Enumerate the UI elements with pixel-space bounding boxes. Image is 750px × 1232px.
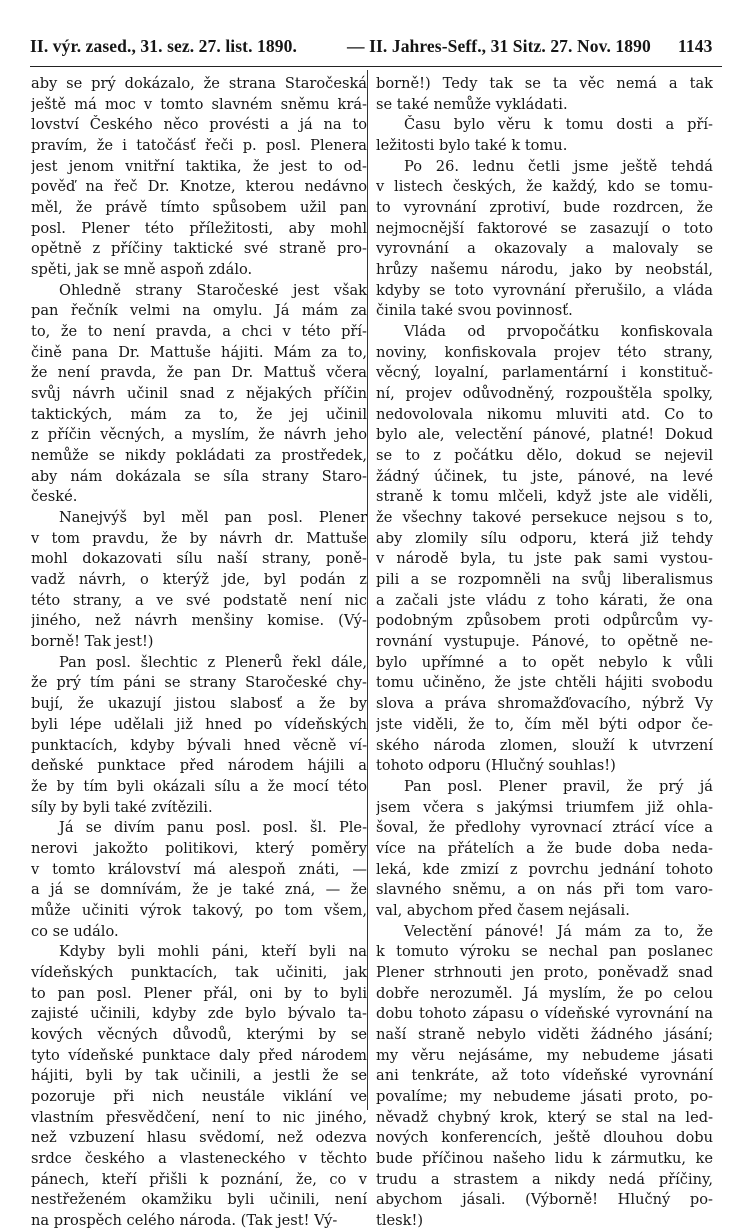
text-line: české. <box>31 488 78 506</box>
text-line: trudu a strastem a nikdy nedá příčiny, <box>376 1170 713 1188</box>
text-line: slavného sněmu, a on nás při tom varo- <box>376 881 713 899</box>
text-line: v tom pravdu, že by návrh dr. Mattuše <box>31 529 367 547</box>
text-line: spěti, jak se mně aspoň zdálo. <box>31 261 253 279</box>
text-line: Velectění pánové! Já mám za to, že <box>404 922 713 940</box>
text-line: že by tím byli okázali sílu a že mocí této <box>31 777 367 795</box>
text-line: ní, projev odůvodněný, rozpouštěla spolky, <box>376 385 713 403</box>
page-number: 1143 <box>678 36 713 56</box>
text-line: posl. Plener této příležitosti, aby mohl <box>31 219 367 237</box>
text-line: mohl dokazovati sílu naší strany, poně- <box>31 550 367 568</box>
text-line: na prospěch celého národa. (Tak jest! Vý- <box>31 1211 338 1229</box>
text-line: může učiniti výrok takový, po tom všem, <box>31 901 367 919</box>
text-line: v národě byla, tu jste pak sami vystou- <box>376 550 713 568</box>
text-line: Plener strhnouti jen proto, poněvadž snad <box>376 963 713 981</box>
text-line: Nanejvýš byl měl pan posl. Plener <box>59 509 367 527</box>
text-line: nerovi jakožto politikovi, který poměry <box>31 839 367 857</box>
text-line: my věru nejásáme, my nebudeme jásati <box>376 1046 713 1064</box>
text-line: Pan posl. šlechtic z Plenerů řekl dále, <box>59 653 367 671</box>
text-line: borně! Tak jest!) <box>31 633 154 651</box>
text-line: něvadž chybný krok, který se stal na led- <box>376 1108 713 1126</box>
text-line: že všechny takové persekuce nejsou s to, <box>376 509 713 527</box>
text-line: nestřeženém okamžiku byli učinili, není <box>31 1191 367 1209</box>
text-line: to pan posl. Plener přál, oni by to byli <box>31 984 367 1002</box>
text-line: byli lépe udělali již hned po vídeňských <box>31 715 367 733</box>
text-line: z příčin věcných, a myslím, že návrh jeho <box>31 426 367 444</box>
text-line: síly by byli také zvítězili. <box>31 798 213 816</box>
text-line: v listech českých, že každý, kdo se tomu- <box>376 178 713 196</box>
text-line: hájiti, byli by tak učinili, a jestli že se <box>31 1067 367 1085</box>
text-line: v tomto království má alespoň znáti, — <box>31 860 367 878</box>
text-line: tyto vídeňské punktace daly před národem <box>31 1046 367 1064</box>
header-rule <box>30 66 722 67</box>
text-line: dobře nerozuměl. Já myslím, že po celou <box>376 984 713 1002</box>
text-line: dobu tohoto zápasu o vídeňské vyrovnání na <box>376 1005 713 1023</box>
text-line: tlesk!) <box>376 1211 424 1229</box>
text-line: kových věcných důvodů, kterými by se <box>31 1025 367 1043</box>
text-line: to vyrovnání zprotiví, bude rozdrcen, že <box>376 199 713 217</box>
text-line: měl, že právě tímto spůsobem užil pan <box>31 199 367 217</box>
text-line: než vzbuzení hlasu svědomí, než odezva <box>31 1129 367 1147</box>
text-line: činila také svou povinnosť. <box>376 302 573 320</box>
text-line: pan řečník velmi na omylu. Já mám za <box>31 302 367 320</box>
text-line: ležitosti bylo také k tomu. <box>376 137 568 155</box>
text-line: to, že to není pravda, a chci v této pří- <box>31 323 367 341</box>
text-line: jste viděli, že to, čím měl býti odpor če- <box>376 715 713 733</box>
text-line: pozoruje při nich neustále viklání ve <box>31 1087 367 1105</box>
text-line: a začali jste vládu z toho kárati, že ona <box>376 591 713 609</box>
text-line: pověď na řeč Dr. Knotze, kterou nedávno <box>31 178 367 196</box>
text-line: leká, kde zmizí z povrchu jednání tohoto <box>376 860 713 878</box>
text-line: aby zlomily sílu odporu, která již tehdy <box>376 529 713 547</box>
text-line: jsem včera s jakýmsi triumfem již ohla- <box>376 798 713 816</box>
text-line: Já se divím panu posl. posl. šl. Ple- <box>59 819 367 837</box>
text-line: rovnání vystupuje. Pánové, to opětně ne- <box>376 633 713 651</box>
text-line: že prý tím páni se strany Staročeské chy- <box>31 674 367 692</box>
text-line: ského národa zlomen, slouží k utvrzení <box>376 736 713 754</box>
text-line: punktacích, kdyby bývali hned věcně ví- <box>31 736 367 754</box>
text-line: bylo ale, velectění pánové, platné! Dokud <box>376 426 713 444</box>
text-line: co se událo. <box>31 922 119 940</box>
text-line: ještě má moc v tomto slavném sněmu krá- <box>31 95 367 113</box>
text-line: povalíme; my nebudeme jásati proto, po- <box>376 1087 713 1105</box>
text-line: nemůže se nikdy pokládati za prostředek, <box>31 447 367 465</box>
text-line: abychom jásali. (Výborně! Hlučný po- <box>376 1191 713 1209</box>
column-divider <box>367 70 368 1110</box>
text-line: že není pravda, že pan Dr. Mattuš včera <box>31 364 367 382</box>
text-line: borně!) Tedy tak se ta věc nemá a tak <box>376 75 713 92</box>
text-line: a já se domnívám, že je také zná, — že <box>31 881 367 899</box>
text-line: straně k tomu mlčeli, když jste ale viděli, <box>376 488 713 506</box>
text-line: aby nám dokázala se síla strany Staro- <box>31 467 367 485</box>
text-line: čině pana Dr. Mattuše hájiti. Mám za to, <box>31 343 367 361</box>
text-line: bují, že ukazují jistou slabosť a že by <box>31 695 367 713</box>
text-line: opětně z příčiny taktické své straně pro- <box>31 240 367 258</box>
text-line: šoval, že předlohy vyrovnací ztrácí více a <box>376 819 713 837</box>
text-line: noviny, konfiskovala projev této strany, <box>376 343 713 361</box>
text-line: nejmocnější faktorové se zasazují o toto <box>376 219 713 237</box>
text-line: věcný, loyalní, parlamentární i konstituč- <box>376 364 713 382</box>
text-line: kdyby se toto vyrovnání přerušilo, a vláda <box>376 281 713 299</box>
text-line: vadž návrh, o kterýž jde, byl podán z <box>31 571 367 589</box>
page-header <box>30 36 722 60</box>
text-line: deňské punktace před národem hájili a <box>31 757 367 775</box>
text-line: Po 26. lednu četli jsme ještě tehdá <box>404 157 713 175</box>
text-line: jiného, než návrh menšiny komise. (Vý- <box>31 612 367 630</box>
text-line: taktických, mám za to, že jej učinil <box>31 405 367 423</box>
text-line: hrůzy našemu národu, jako by neobstál, <box>376 261 713 279</box>
text-line: žádný účinek, tu jste, pánové, na levé <box>376 467 713 485</box>
left-column <box>31 74 367 1232</box>
text-line: vídeňských punktacích, tak učiniti, jak <box>31 963 367 981</box>
text-line: ani tenkráte, až toto vídeňské vyrovnání <box>376 1067 713 1085</box>
text-line: jest jenom vnitřní taktika, že jest to od- <box>31 157 367 175</box>
text-line: se také nemůže vykládati. <box>376 95 568 113</box>
text-line: srdce českého a vlasteneckého v těchto <box>31 1149 367 1167</box>
header-czech-session: II. výr. zased., 31. sez. 27. list. 1890. <box>30 36 297 56</box>
text-line: podobným způsobem proti odpůrcům vy- <box>376 612 713 630</box>
text-line: tomu učiněno, že jste chtěli hájiti svobodu <box>376 674 713 692</box>
text-line: lovství Českého něco provésti a já na to <box>31 116 367 134</box>
text-line: bude příčinou našeho lidu k zármutku, ke <box>376 1149 713 1167</box>
text-line: nových konferencích, ještě dlouhou dobu <box>376 1129 713 1147</box>
text-line: této strany, a ve své podstatě není nic <box>31 591 367 609</box>
text-line: k tomuto výroku se nechal pan poslanec <box>376 943 713 961</box>
text-line: vyrovnání a okazovaly a malovaly se <box>376 240 713 258</box>
text-line: pánech, kteří přišli k poznání, že, co v <box>31 1170 367 1188</box>
text-line: tohoto odporu (Hlučný souhlas!) <box>376 757 616 775</box>
text-line: bylo upřímné a to opět nebylo k vůli <box>376 653 713 671</box>
header-german-session: — II. Jahres-Seff., 31 Sitz. 27. Nov. 1890 <box>347 36 651 56</box>
text-line: zajisté učinili, kdyby zde bylo bývalo ta- <box>31 1005 367 1023</box>
text-line: pravím, že i tatočásť řeči p. posl. Plenera <box>31 137 367 155</box>
text-line: aby se prý dokázalo, že strana Staročeská <box>31 75 367 92</box>
text-line: val, abychom před časem nejásali. <box>376 901 630 919</box>
text-line: naší straně nebylo viděti žádného jásání; <box>376 1025 713 1043</box>
text-line: Vláda od prvopočátku konfiskovala <box>404 323 713 341</box>
text-line: Kdyby byli mohli páni, kteří byli na <box>59 943 367 961</box>
text-line: Ohledně strany Staročeské jest však <box>59 281 367 299</box>
right-column <box>376 74 713 1232</box>
text-line: se to z počátku dělo, dokud se nejevil <box>376 447 713 465</box>
text-line: vlastním přesvědčení, není to nic jiného, <box>31 1108 367 1126</box>
text-line: Pan posl. Plener pravil, že prý já <box>404 777 713 795</box>
text-line: pili a se rozpomněli na svůj liberalismus <box>376 571 713 589</box>
text-line: slova a práva shromažďovacího, nýbrž Vy <box>376 695 713 713</box>
text-line: nedovolovala nikomu mluviti atd. Co to <box>376 405 713 423</box>
text-line: Času bylo věru k tomu dosti a pří- <box>404 116 713 134</box>
text-line: více na přátelích a že bude doba neda- <box>376 839 713 857</box>
text-line: svůj návrh učinil snad z nějakých příčin <box>31 385 367 403</box>
